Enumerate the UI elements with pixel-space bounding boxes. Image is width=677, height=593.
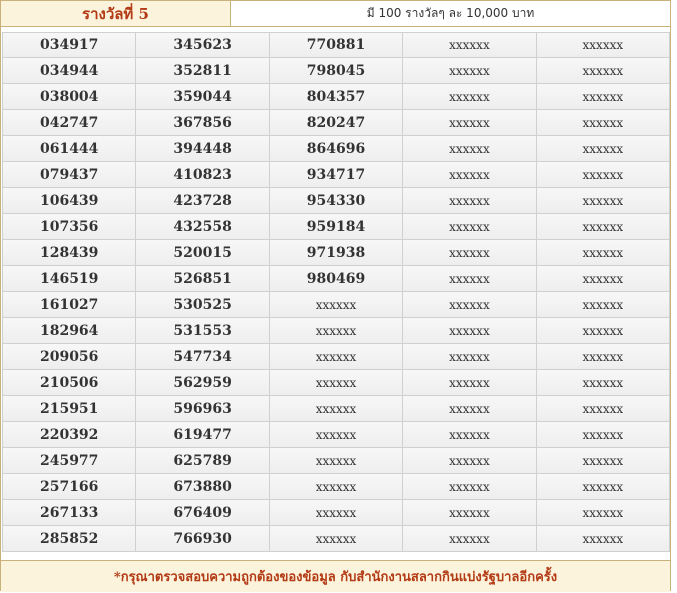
number-cell: 971938	[270, 240, 403, 266]
table-row	[2, 84, 670, 110]
number-cell: 367856	[136, 110, 269, 136]
number-cell: xxxxxx	[403, 188, 536, 214]
number-cell: 106439	[2, 188, 136, 214]
number-cell: xxxxxx	[537, 370, 670, 396]
number-cell: xxxxxx	[537, 58, 670, 84]
number-cell: 676409	[136, 500, 269, 526]
table-row	[2, 474, 670, 500]
number-cell: 394448	[136, 136, 269, 162]
number-cell: 959184	[270, 214, 403, 240]
number-cell: 625789	[136, 448, 269, 474]
number-cell: 673880	[136, 474, 269, 500]
number-cell: 804357	[270, 84, 403, 110]
table-row	[2, 110, 670, 136]
number-cell: xxxxxx	[270, 292, 403, 318]
number-cell: 245977	[2, 448, 136, 474]
number-cell: xxxxxx	[403, 136, 536, 162]
number-cell: xxxxxx	[403, 58, 536, 84]
number-cell: 432558	[136, 214, 269, 240]
number-cell: xxxxxx	[403, 214, 536, 240]
number-cell: xxxxxx	[537, 500, 670, 526]
number-cell: xxxxxx	[403, 110, 536, 136]
number-cell: 352811	[136, 58, 269, 84]
number-cell: xxxxxx	[270, 500, 403, 526]
table-row	[2, 136, 670, 162]
number-cell: 530525	[136, 292, 269, 318]
number-cell: 359044	[136, 84, 269, 110]
footer-note: *กรุณาตรวจสอบความถูกต้องของข้อมูล กับสำนักงานสลากกินแบ่งรัฐบาลอีกครั้ง	[1, 560, 670, 592]
number-cell: 128439	[2, 240, 136, 266]
number-cell: xxxxxx	[270, 370, 403, 396]
number-cell: xxxxxx	[403, 344, 536, 370]
prize-title: รางวัลที่ 5	[1, 1, 231, 26]
number-cell: xxxxxx	[537, 110, 670, 136]
table-row	[2, 448, 670, 474]
table-row	[2, 318, 670, 344]
table-row	[2, 162, 670, 188]
number-cell: xxxxxx	[537, 474, 670, 500]
number-cell: 547734	[136, 344, 269, 370]
table-row	[2, 214, 670, 240]
number-cell: xxxxxx	[537, 188, 670, 214]
number-cell: xxxxxx	[403, 318, 536, 344]
table-row	[2, 188, 670, 214]
number-cell: xxxxxx	[270, 474, 403, 500]
number-cell: 257166	[2, 474, 136, 500]
number-cell: 934717	[270, 162, 403, 188]
number-cell: 531553	[136, 318, 269, 344]
number-cell: 034944	[2, 58, 136, 84]
number-cell: 146519	[2, 266, 136, 292]
number-cell: xxxxxx	[403, 474, 536, 500]
table-row	[2, 526, 670, 552]
number-cell: xxxxxx	[403, 396, 536, 422]
number-cell: 061444	[2, 136, 136, 162]
table-row	[2, 370, 670, 396]
table-row	[2, 292, 670, 318]
number-cell: xxxxxx	[537, 162, 670, 188]
numbers-table	[2, 32, 670, 552]
number-cell: xxxxxx	[537, 318, 670, 344]
number-cell: 423728	[136, 188, 269, 214]
prize-header	[1, 1, 670, 27]
table-row	[2, 32, 670, 58]
number-cell: xxxxxx	[403, 292, 536, 318]
number-cell: xxxxxx	[403, 370, 536, 396]
number-cell: xxxxxx	[537, 136, 670, 162]
number-cell: xxxxxx	[403, 526, 536, 552]
number-cell: 210506	[2, 370, 136, 396]
table-row	[2, 396, 670, 422]
number-cell: 520015	[136, 240, 269, 266]
number-cell: 034917	[2, 32, 136, 58]
number-cell: 220392	[2, 422, 136, 448]
number-cell: xxxxxx	[403, 240, 536, 266]
number-cell: 107356	[2, 214, 136, 240]
number-cell: xxxxxx	[403, 162, 536, 188]
number-cell: 182964	[2, 318, 136, 344]
number-cell: 079437	[2, 162, 136, 188]
number-cell: xxxxxx	[537, 396, 670, 422]
number-cell: xxxxxx	[270, 448, 403, 474]
number-cell: xxxxxx	[403, 448, 536, 474]
number-cell: 410823	[136, 162, 269, 188]
number-cell: xxxxxx	[403, 422, 536, 448]
number-cell: xxxxxx	[537, 214, 670, 240]
number-cell: xxxxxx	[537, 526, 670, 552]
number-cell: 766930	[136, 526, 269, 552]
number-cell: 980469	[270, 266, 403, 292]
number-cell: 267133	[2, 500, 136, 526]
number-cell: xxxxxx	[270, 396, 403, 422]
number-cell: 798045	[270, 58, 403, 84]
number-cell: xxxxxx	[537, 292, 670, 318]
table-row	[2, 240, 670, 266]
prize-info: มี 100 รางวัลๆ ละ 10,000 บาท	[366, 6, 535, 20]
number-cell: xxxxxx	[270, 318, 403, 344]
number-cell: 596963	[136, 396, 269, 422]
number-cell: xxxxxx	[537, 240, 670, 266]
number-cell: 215951	[2, 396, 136, 422]
number-cell: xxxxxx	[537, 266, 670, 292]
table-row	[2, 344, 670, 370]
number-cell: xxxxxx	[270, 422, 403, 448]
number-cell: 038004	[2, 84, 136, 110]
number-cell: 345623	[136, 32, 269, 58]
number-cell: 042747	[2, 110, 136, 136]
number-cell: xxxxxx	[537, 422, 670, 448]
number-cell: 526851	[136, 266, 269, 292]
number-cell: xxxxxx	[537, 448, 670, 474]
number-cell: xxxxxx	[537, 344, 670, 370]
number-cell: xxxxxx	[403, 32, 536, 58]
number-cell: 285852	[2, 526, 136, 552]
number-cell: xxxxxx	[537, 84, 670, 110]
number-cell: 562959	[136, 370, 269, 396]
table-row	[2, 422, 670, 448]
number-cell: 209056	[2, 344, 136, 370]
number-cell: 954330	[270, 188, 403, 214]
number-cell: 864696	[270, 136, 403, 162]
table-row	[2, 500, 670, 526]
number-cell: xxxxxx	[270, 344, 403, 370]
number-cell: xxxxxx	[537, 32, 670, 58]
number-cell: 619477	[136, 422, 269, 448]
table-row	[2, 266, 670, 292]
number-cell: 161027	[2, 292, 136, 318]
number-cell: 820247	[270, 110, 403, 136]
number-cell: 770881	[270, 32, 403, 58]
number-cell: xxxxxx	[403, 266, 536, 292]
number-cell: xxxxxx	[403, 500, 536, 526]
number-cell: xxxxxx	[403, 84, 536, 110]
table-row	[2, 58, 670, 84]
number-cell: xxxxxx	[270, 526, 403, 552]
